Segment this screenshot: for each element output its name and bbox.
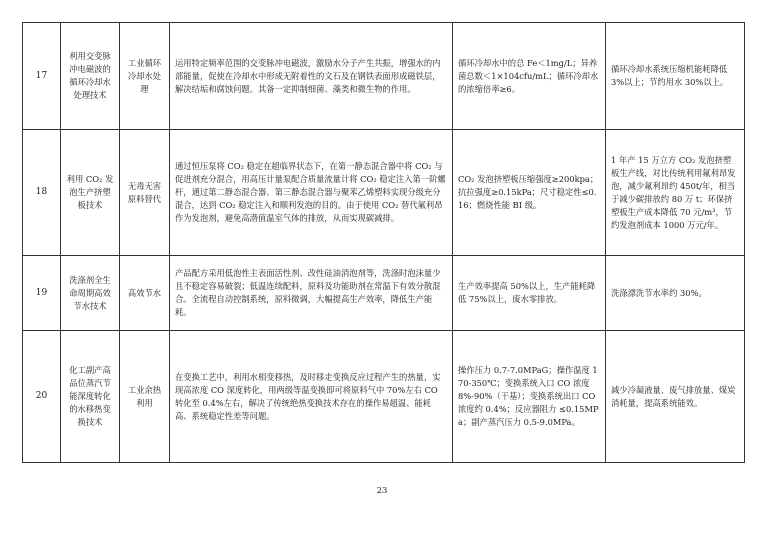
technology-table bbox=[22, 22, 745, 463]
technology-name: 利用交变脉冲电磁波的循环冷却水处理技术 bbox=[61, 23, 120, 130]
technical-indicators: 生产效率提高 50%以上，生产能耗降低 75%以上，废水零排放。 bbox=[453, 256, 606, 331]
energy-saving-effect: 减少冷凝液量、废气排放量、煤炭消耗量，提高系统能效。 bbox=[606, 331, 745, 463]
page-number: 23 bbox=[376, 486, 388, 496]
technology-description: 通过恒压泵将 CO₂ 稳定在超临界状态下，在第一静态混合器中将 CO₂ 与促进剂充分混合，用高压计量泵配合质量流量计将 CO₂ 稳定注入第一阶螺杆，通过第二静态混合器、第三静态混合器与聚苯乙烯塑料实现分级充分混合，达到 CO₂ 稳定注入和顺利发泡的目的。由于使用 CO₂ 替代氟利昂作为发泡剂，避免高潜值温室气体的排放，从而实现碳减排。 bbox=[170, 130, 453, 256]
technical-indicators: CO₂ 发泡挤塑板压缩强度≥200kpa；抗拉强度≥0.15kPa；尺寸稳定性≤0.16；燃烧性能 BI 级。 bbox=[453, 130, 606, 256]
technology-category: 工业余热利用 bbox=[120, 331, 170, 463]
technical-indicators: 操作压力 0.7-7.0MPaG；操作温度 170-350℃；变换系统入口 CO 浓度 8%-90%（干基）；变换系统出口 CO 浓度约 0.4%；反应器阻力 ≤0.15MPa；副产蒸汽压力 0.5-9.0MPa。 bbox=[453, 331, 606, 463]
technology-name: 洗涤剂全生命周期高效节水技术 bbox=[61, 256, 120, 331]
technology-category: 工业循环冷却水处理 bbox=[120, 23, 170, 130]
technical-indicators: 循环冷却水中的总 Fe＜1mg/L；异养菌总数＜1×104cfu/mL；循环冷却水的浓缩倍率≥6。 bbox=[453, 23, 606, 130]
table-row bbox=[23, 130, 745, 256]
technology-category: 无毒无害原料替代 bbox=[120, 130, 170, 256]
table-row bbox=[23, 23, 745, 130]
energy-saving-effect: 洗涤漂洗节水率约 30%。 bbox=[606, 256, 745, 331]
table-row bbox=[23, 331, 745, 463]
technology-description: 在变换工艺中，利用水相变移热，及时移走变换反应过程产生的热量，实现高浓度 CO 深度转化，用两级等温变换即可将原料气中 70%左右 CO 转化至 0.4%左右，解决了传统绝热变换技术存在的操作易超温、能耗高、系统稳定性差等问题。 bbox=[170, 331, 453, 463]
row-number: 19 bbox=[23, 256, 61, 331]
technology-name: 化工副产高品位蒸汽节能深度转化的水移热变换技术 bbox=[61, 331, 120, 463]
row-number: 18 bbox=[23, 130, 61, 256]
energy-saving-effect: 1 年产 15 万立方 CO₂ 发泡挤塑板生产线，对比传统利用氟利昂发泡，减少氟利昂约 450t/年，相当于减少碳排放约 80 万 t；环保挤塑板生产成本降低 70 元/m³，节约发泡剂成本 1000 万元/年。 bbox=[606, 130, 745, 256]
technology-category: 高效节水 bbox=[120, 256, 170, 331]
technology-description: 产品配方采用低泡性主表面活性剂、改性硅油消泡剂等，洗涤时泡沫量少且不稳定容易破裂；低温连续配料，原料及功能助剂在常温下有效分散混合。全流程自动控制系统，原料微调，大幅提高生产效率，降低生产能耗。 bbox=[170, 256, 453, 331]
row-number: 17 bbox=[23, 23, 61, 130]
table-row bbox=[23, 256, 745, 331]
technology-description: 运用特定频率范围的交变脉冲电磁波，激励水分子产生共振，增强水的内部能量，促使在冷却水中形成无附着性的文石及在钢铁表面形成磁铁层，解决结垢和腐蚀问题。其备一定抑制细菌、藻类和微生物的作用。 bbox=[170, 23, 453, 130]
energy-saving-effect: 循环冷却水系统压缩机能耗降低 3%以上；节约用水 30%以上。 bbox=[606, 23, 745, 130]
row-number: 20 bbox=[23, 331, 61, 463]
technology-name: 利用 CO₂ 发泡生产挤塑板技术 bbox=[61, 130, 120, 256]
